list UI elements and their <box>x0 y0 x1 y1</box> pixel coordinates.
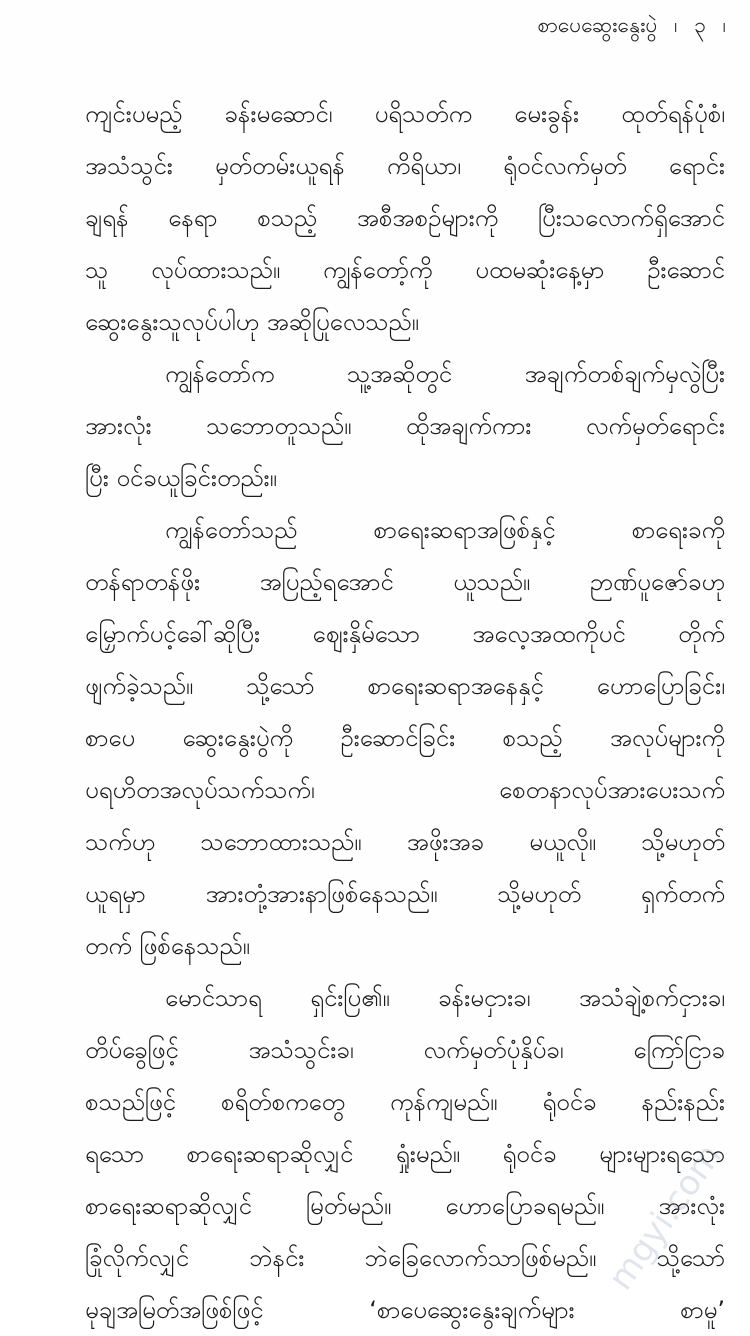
header-trailing-mark: ၊ <box>722 13 726 37</box>
text-line: စသည်ဖြင့် စရိတ်စကတွေ ကုန်ကျမည်။ ရုံဝင်ခ နည်းနည်း <box>85 1088 725 1116</box>
running-title: စာပေဆွေးနွေးပွဲ <box>537 13 658 37</box>
text-line: သက်ဟု သဘောထားသည်။ အဖိုးအခ မယူလို။ သို့မဟုတ် <box>85 828 725 856</box>
text-line: ခြုံလိုက်လျှင် ဘဲနင်း ဘဲခြေလောက်သာဖြစ်မည်။ သို့သော် <box>85 1244 725 1272</box>
text-line: သူ လုပ်ထားသည်။ ကျွန်တော့်ကို ပထမဆုံးနေ့မှာ ဦးဆောင် <box>85 256 725 284</box>
text-line: ဖျက်ခဲ့သည်။ သို့သော် စာရေးဆရာအနေနှင့် ဟောပြောခြင်း၊ <box>85 672 725 700</box>
text-line: တန်ရာတန်ဖိုး အပြည့်ရအောင် ယူသည်။ ဉာဏ်ပူဇော်ခဟု <box>85 568 725 596</box>
text-line: ယူရမှာ အားတုံ့အားနာဖြစ်နေသည်။ သို့မဟုတ် ရှက်တက် <box>85 880 725 908</box>
text-line: တက် ဖြစ်နေသည်။ <box>85 932 250 960</box>
text-line: ပြီး ဝင်ခယူခြင်းတည်း။ <box>85 464 277 492</box>
paragraph-first-line: ကျွန်တော်က သူ့အဆိုတွင် အချက်တစ်ချက်မှလွဲပြီး <box>165 360 725 388</box>
running-header <box>537 10 736 40</box>
body-text <box>85 88 725 1336</box>
paragraph-first-line: ကျွန်တော်သည် စာရေးဆရာအဖြစ်နှင့် စာရေးခကို <box>165 516 725 544</box>
page-number: ၃ <box>694 13 706 37</box>
paragraph-first-line: မောင်သာရ ရှင်းပြ၏။ ခန်းမငှားခ၊ အသံချဲ့စက်ငှားခ၊ <box>165 984 725 1012</box>
text-line: မြှောက်ပင့်ခေါ်ဆိုပြီး ဈေးနှိမ်သော အလေ့အထကိုပင် တိုက် <box>85 620 725 648</box>
site-watermark: mgyi.com <box>601 1137 730 1298</box>
header-separator: ၊ <box>674 13 678 37</box>
text-line: ချရန် နေရာ စသည့် အစီအစဉ်များကို ပြီးသလောက်ရှိအောင် <box>85 204 725 232</box>
text-line: စာပေ ဆွေးနွေးပွဲကို ဦးဆောင်ခြင်း စသည့် အလုပ်များကို <box>85 724 725 752</box>
text-line: မုချအမြတ်အဖြစ်ဖြင့် ‘စာပေဆွေးနွေးချက်များ စာမူ’ <box>85 1296 725 1324</box>
text-line: ရသော စာရေးဆရာဆိုလျှင် ရှုံးမည်။ ရုံဝင်ခ များများရသော <box>85 1140 725 1168</box>
text-line: ကျင်းပမည့် ခန်းမဆောင်၊ ပရိသတ်က မေးခွန်း ထုတ်ရန်ပုံစံ၊ <box>85 100 725 128</box>
text-line: စာရေးဆရာဆိုလျှင် မြတ်မည်။ ဟောပြောခရမည်။ အားလုံး <box>85 1192 725 1220</box>
text-line: ပရဟိတအလုပ်သက်သက်၊ စေတနာလုပ်အားပေးသက် <box>85 776 725 804</box>
text-line: အားလုံး သဘောတူသည်။ ထိုအချက်ကား လက်မှတ်ရောင်း <box>85 412 725 440</box>
text-line: တိပ်ခွေဖြင့် အသံသွင်းခ၊ လက်မှတ်ပုံနှိပ်ခ၊ ကြော်ငြာခ <box>85 1036 725 1064</box>
text-line: ဆွေးနွေးသူလုပ်ပါဟု အဆိုပြုလေသည်။ <box>85 308 419 336</box>
text-line: အသံသွင်း မှတ်တမ်းယူရန် ကိရိယာ၊ ရုံဝင်လက်မှတ် ရောင်း <box>85 152 725 180</box>
